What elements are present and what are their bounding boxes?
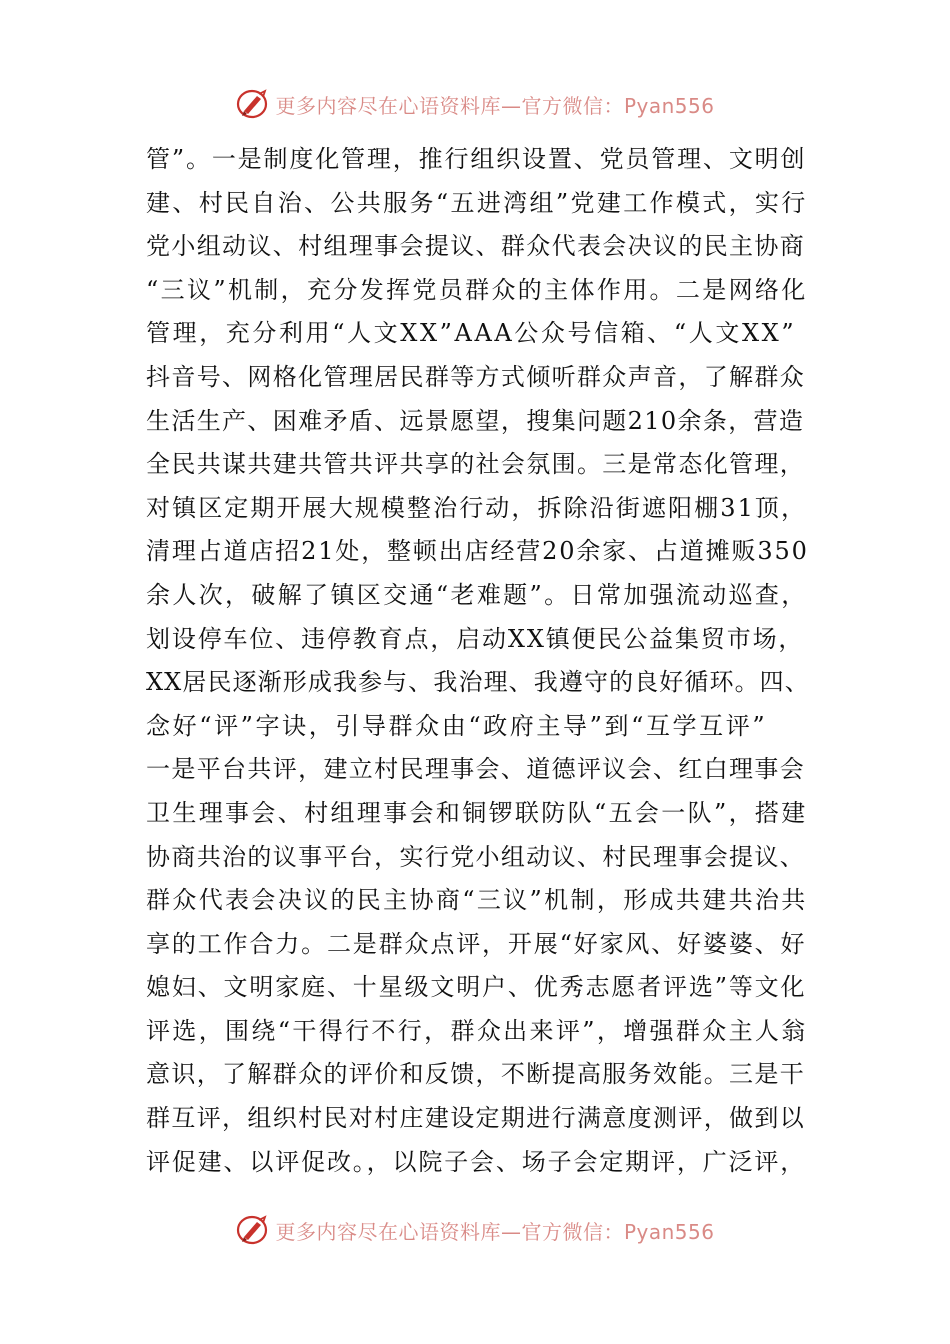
body-line: 清理占道店招21处，整顿出店经营20余家、占道摊贩350	[146, 537, 809, 566]
body-line: 意识，了解群众的评价和反馈，不断提高服务效能。三是干	[146, 1060, 806, 1089]
body-line: 媳妇、文明家庭、十星级文明户、优秀志愿者评选”等文化	[146, 973, 807, 1002]
header-banner	[0, 84, 950, 124]
body-line: 享的工作合力。二是群众点评，开展“好家风、好婆婆、好	[146, 929, 807, 958]
header-text: 更多内容尽在心语资料库—官方微信：Pyan556	[275, 93, 715, 118]
body-line: 对镇区定期开展大规模整治行动，拆除沿街遮阳棚31顶，	[146, 493, 808, 522]
body-line: 群互评，组织村民对村庄建设定期进行满意度测评，做到以	[146, 1104, 806, 1133]
body-line: 党小组动议、村组理事会提议、群众代表会决议的民主协商	[146, 232, 806, 261]
body-line: 抖音号、网格化管理居民群等方式倾听群众声音，了解群众	[146, 362, 806, 391]
body-line: 群众代表会决议的民主协商“三议”机制，形成共建共治共	[146, 886, 808, 915]
body-line: 划设停车位、违停教育点，启动XX镇便民公益集贸市场，	[146, 624, 805, 653]
body-line: “三议”机制，充分发挥党员群众的主体作用。二是网络化	[146, 275, 808, 304]
body-line: 卫生理事会、村组理事会和铜锣联防队“五会一队”，搭建	[146, 798, 808, 827]
body-line: 余人次，破解了镇区交通“老难题”。日常加强流动巡查，	[146, 580, 808, 609]
body-line: 管”。一是制度化管理，推行组织设置、党员管理、文明创	[146, 145, 807, 173]
body-line: XX居民逐渐形成我参与、我治理、我遵守的良好循环。四、	[146, 668, 810, 697]
footer-banner	[0, 1210, 950, 1250]
body-line: 生活生产、困难矛盾、远景愿望，搜集问题210余条，营造	[146, 406, 805, 435]
document-body	[146, 138, 810, 1184]
footer-text: 更多内容尽在心语资料库—官方微信：Pyan556	[275, 1219, 715, 1244]
body-line: 协商共治的议事平台，实行党小组动议、村民理事会提议、	[146, 842, 806, 871]
body-line: 管理，充分利用“人文XX”AAA公众号信箱、“人文XX”	[146, 319, 797, 348]
body-line: 评选，围绕“干得行不行，群众出来评”，增强群众主人翁	[146, 1016, 808, 1045]
body-line: 建、村民自治、公共服务“五进湾组”党建工作模式，实行	[146, 188, 808, 217]
body-line: 念好“评”字诀，引导群众由“政府主导”到“互学互评”	[146, 711, 768, 740]
body-line: 全民共谋共建共管共评共享的社会氛围。三是常态化管理，	[146, 450, 806, 479]
pen-seal-icon	[235, 87, 271, 121]
pen-seal-icon	[235, 1213, 271, 1247]
body-line: 一是平台共评，建立村民理事会、道德评议会、红白理事会	[146, 755, 806, 784]
body-line: 评促建、以评促改。，以院子会、场子会定期评，广泛评，	[146, 1147, 807, 1176]
